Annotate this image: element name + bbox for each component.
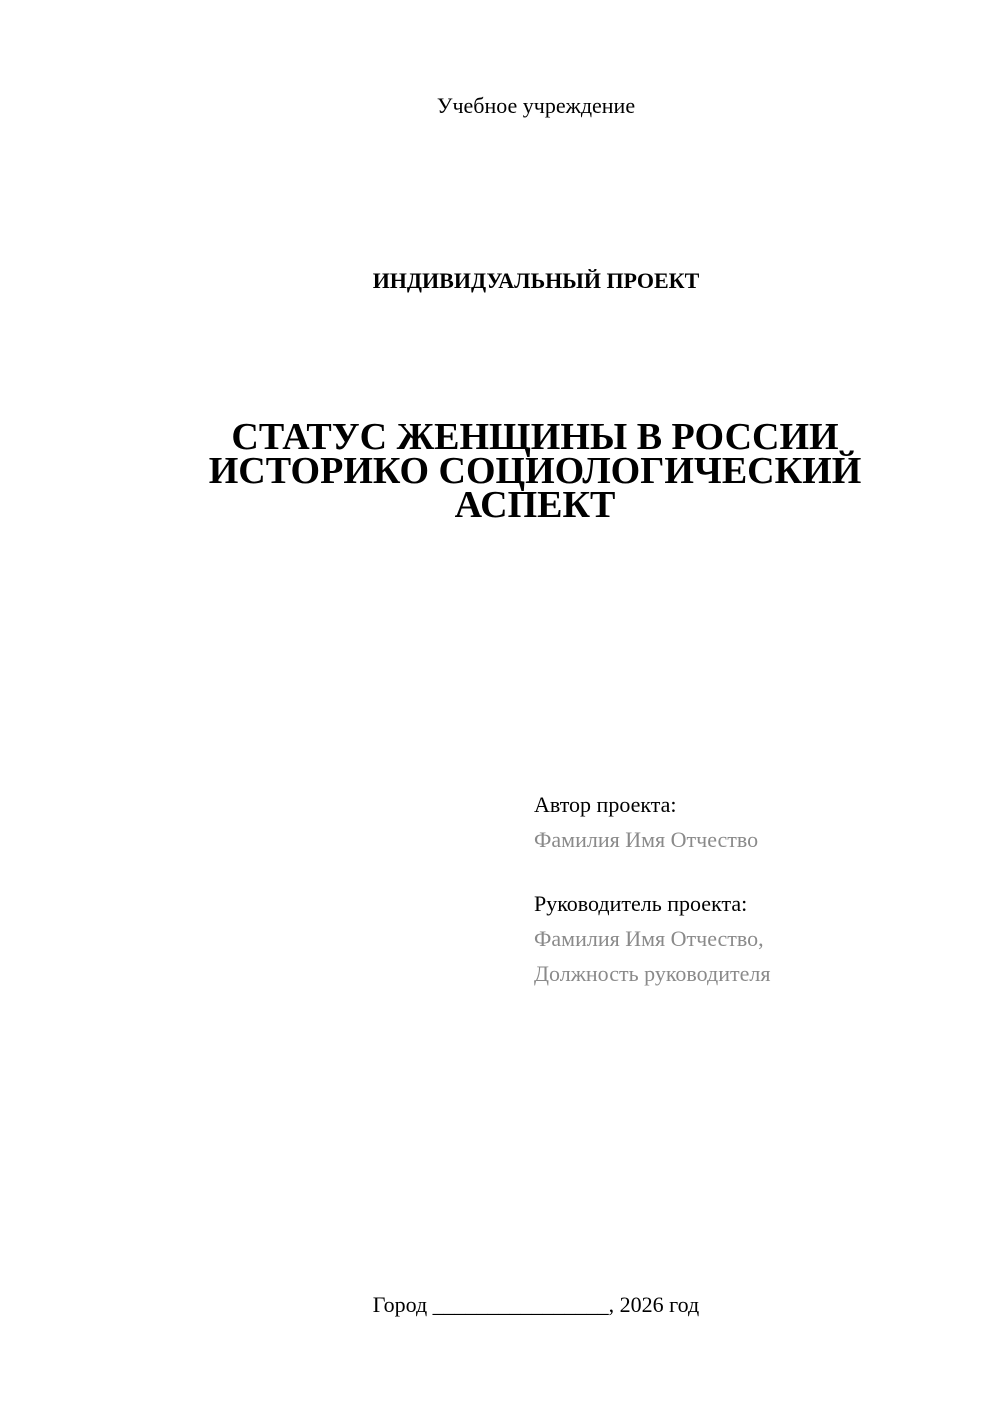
supervisor-label: Руководитель проекта:: [534, 891, 748, 916]
project-title-line: АСПЕКТ: [454, 484, 616, 526]
author-name-placeholder: Фамилия Имя Отчество: [534, 827, 759, 852]
project-title-line: ИСТОРИКО СОЦИОЛОГИЧЕСКИЙ: [208, 450, 862, 492]
document-type: ИНДИВИДУАЛЬНЫЙ ПРОЕКТ: [372, 268, 700, 293]
spacer: [534, 857, 974, 886]
institution-name: Учебное учреждение: [436, 93, 636, 118]
supervisor-position-placeholder: Должность руководителя: [534, 961, 771, 986]
project-info-block: [534, 787, 974, 991]
project-title: [150, 416, 920, 526]
author-label: Автор проекта:: [534, 792, 677, 817]
city-year-line: Город ________________, 2026 год: [372, 1292, 700, 1317]
supervisor-name-placeholder: Фамилия Имя Отчество,: [534, 926, 764, 951]
project-title-line: СТАТУС ЖЕНЩИНЫ В РОССИИ: [231, 416, 839, 458]
